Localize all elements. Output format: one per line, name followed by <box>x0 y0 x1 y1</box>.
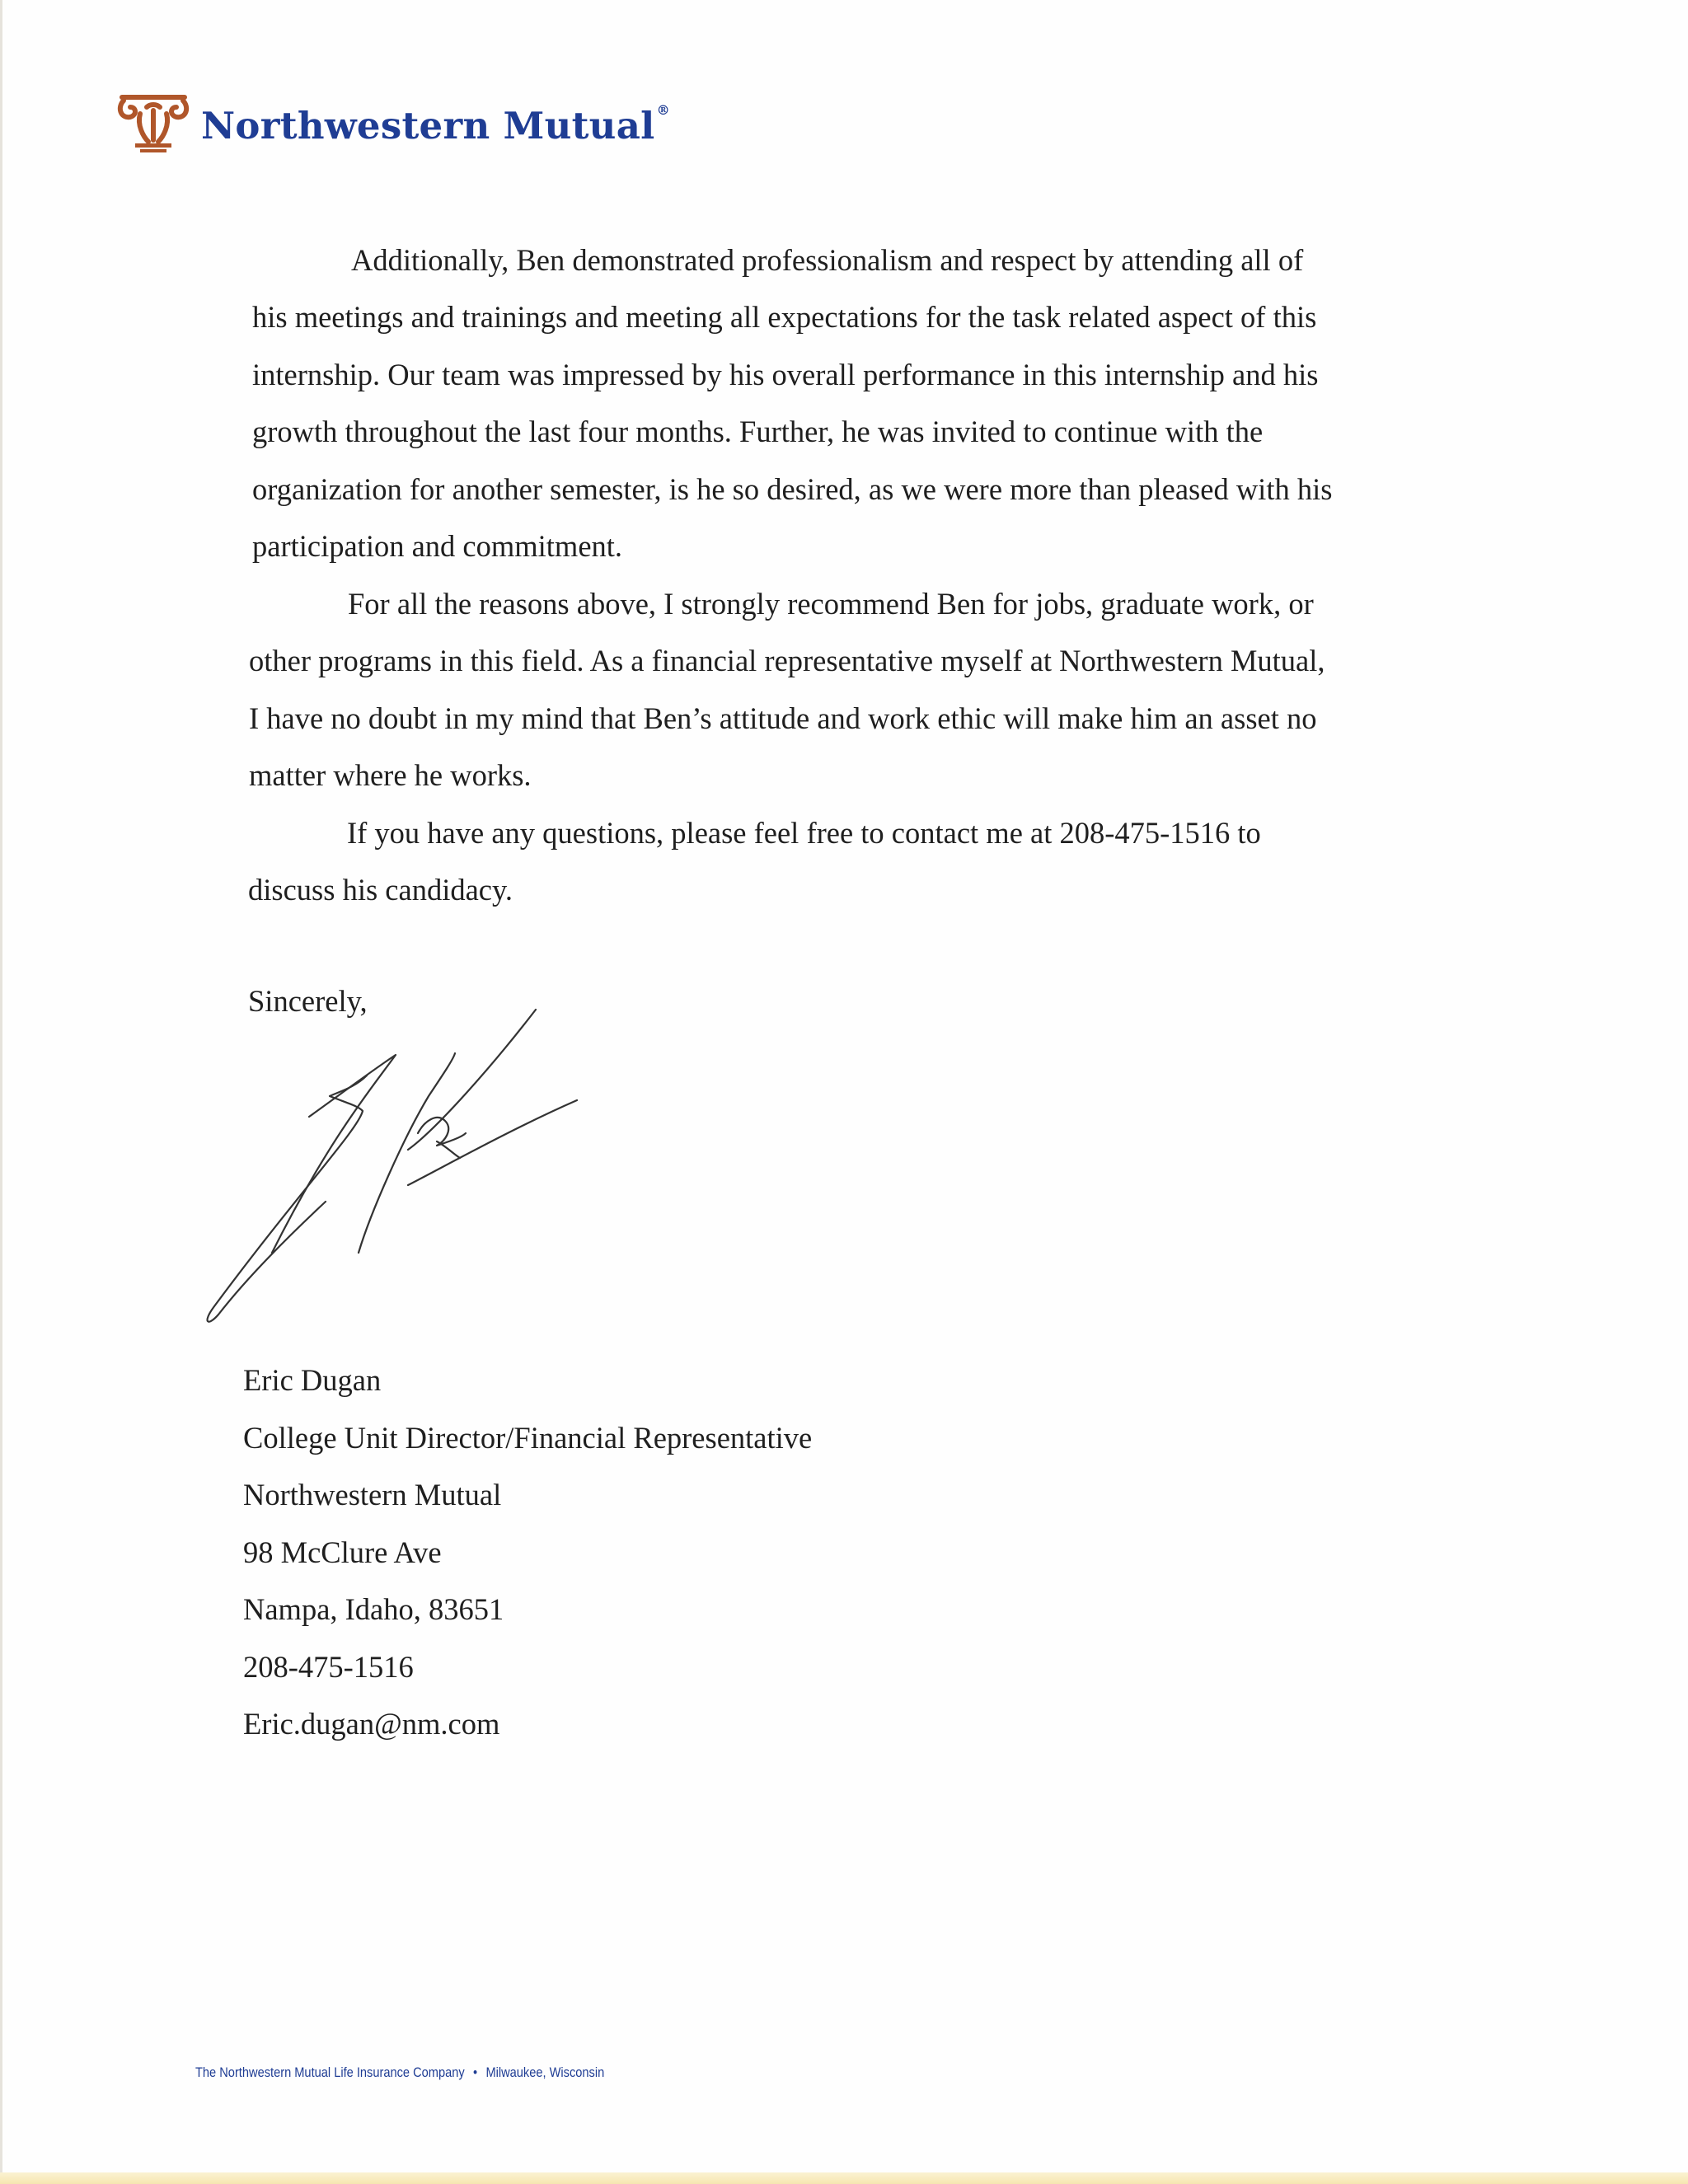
company-name: Northwestern Mutual <box>201 103 655 148</box>
page-bottom-edge <box>0 2172 1688 2184</box>
paragraph-line: participation and commitment. <box>252 529 623 564</box>
paragraph-contact <box>248 804 1451 919</box>
column-capital-icon <box>115 89 191 155</box>
letterhead-footer <box>195 2064 604 2081</box>
footer-separator: • <box>472 2064 478 2080</box>
paragraph-line: other programs in this field. As a financial representative myself at Northwestern Mutual, <box>249 644 1325 678</box>
signer-street: 98 McClure Ave <box>243 1535 442 1569</box>
paragraph-recommendation <box>249 575 1452 804</box>
page-edge <box>0 0 2 2184</box>
paragraph-line: organization for another semester, is he so desired, as we were more than pleased with his <box>252 471 1333 506</box>
signer-phone: 208-475-1516 <box>243 1649 414 1684</box>
closing-salutation: Sincerely, <box>248 984 368 1018</box>
signature-block <box>243 1352 812 1753</box>
signer-title: College Unit Director/Financial Representative <box>243 1420 813 1455</box>
paragraph-line: his meetings and trainings and meeting all expectations for the task related aspect of this <box>252 300 1317 335</box>
footer-location: Milwaukee, Wisconsin <box>485 2064 605 2080</box>
signer-city: Nampa, Idaho, 83651 <box>243 1592 504 1626</box>
footer-company: The Northwestern Mutual Life Insurance Company <box>195 2064 465 2080</box>
paragraph-line: discuss his candidacy. <box>248 873 513 907</box>
company-logo-text <box>201 101 670 148</box>
signer-name: Eric Dugan <box>243 1363 382 1397</box>
paragraph-line: growth throughout the last four months. Further, he was invited to continue with the <box>252 415 1264 449</box>
letterhead <box>115 89 670 155</box>
paragraph-line: For all the reasons above, I strongly recommend Ben for jobs, graduate work, or <box>348 587 1314 621</box>
paragraph-professionalism <box>252 232 1456 574</box>
paragraph-line: internship. Our team was impressed by his overall performance in this internship and his <box>252 357 1319 391</box>
paragraph-line: matter where he works. <box>249 758 532 793</box>
signer-company: Northwestern Mutual <box>243 1478 502 1511</box>
paragraph-line: Additionally, Ben demonstrated professionalism and respect by attending all of <box>351 243 1304 277</box>
registered-mark: ® <box>656 101 670 118</box>
handwritten-signature <box>198 989 709 1335</box>
paragraph-line: I have no doubt in my mind that Ben’s attitude and work ethic will make him an asset no <box>249 701 1317 735</box>
signer-email: Eric.dugan@nm.com <box>243 1707 500 1741</box>
paragraph-line: If you have any questions, please feel free to contact me at 208-475-1516 to <box>347 816 1261 850</box>
